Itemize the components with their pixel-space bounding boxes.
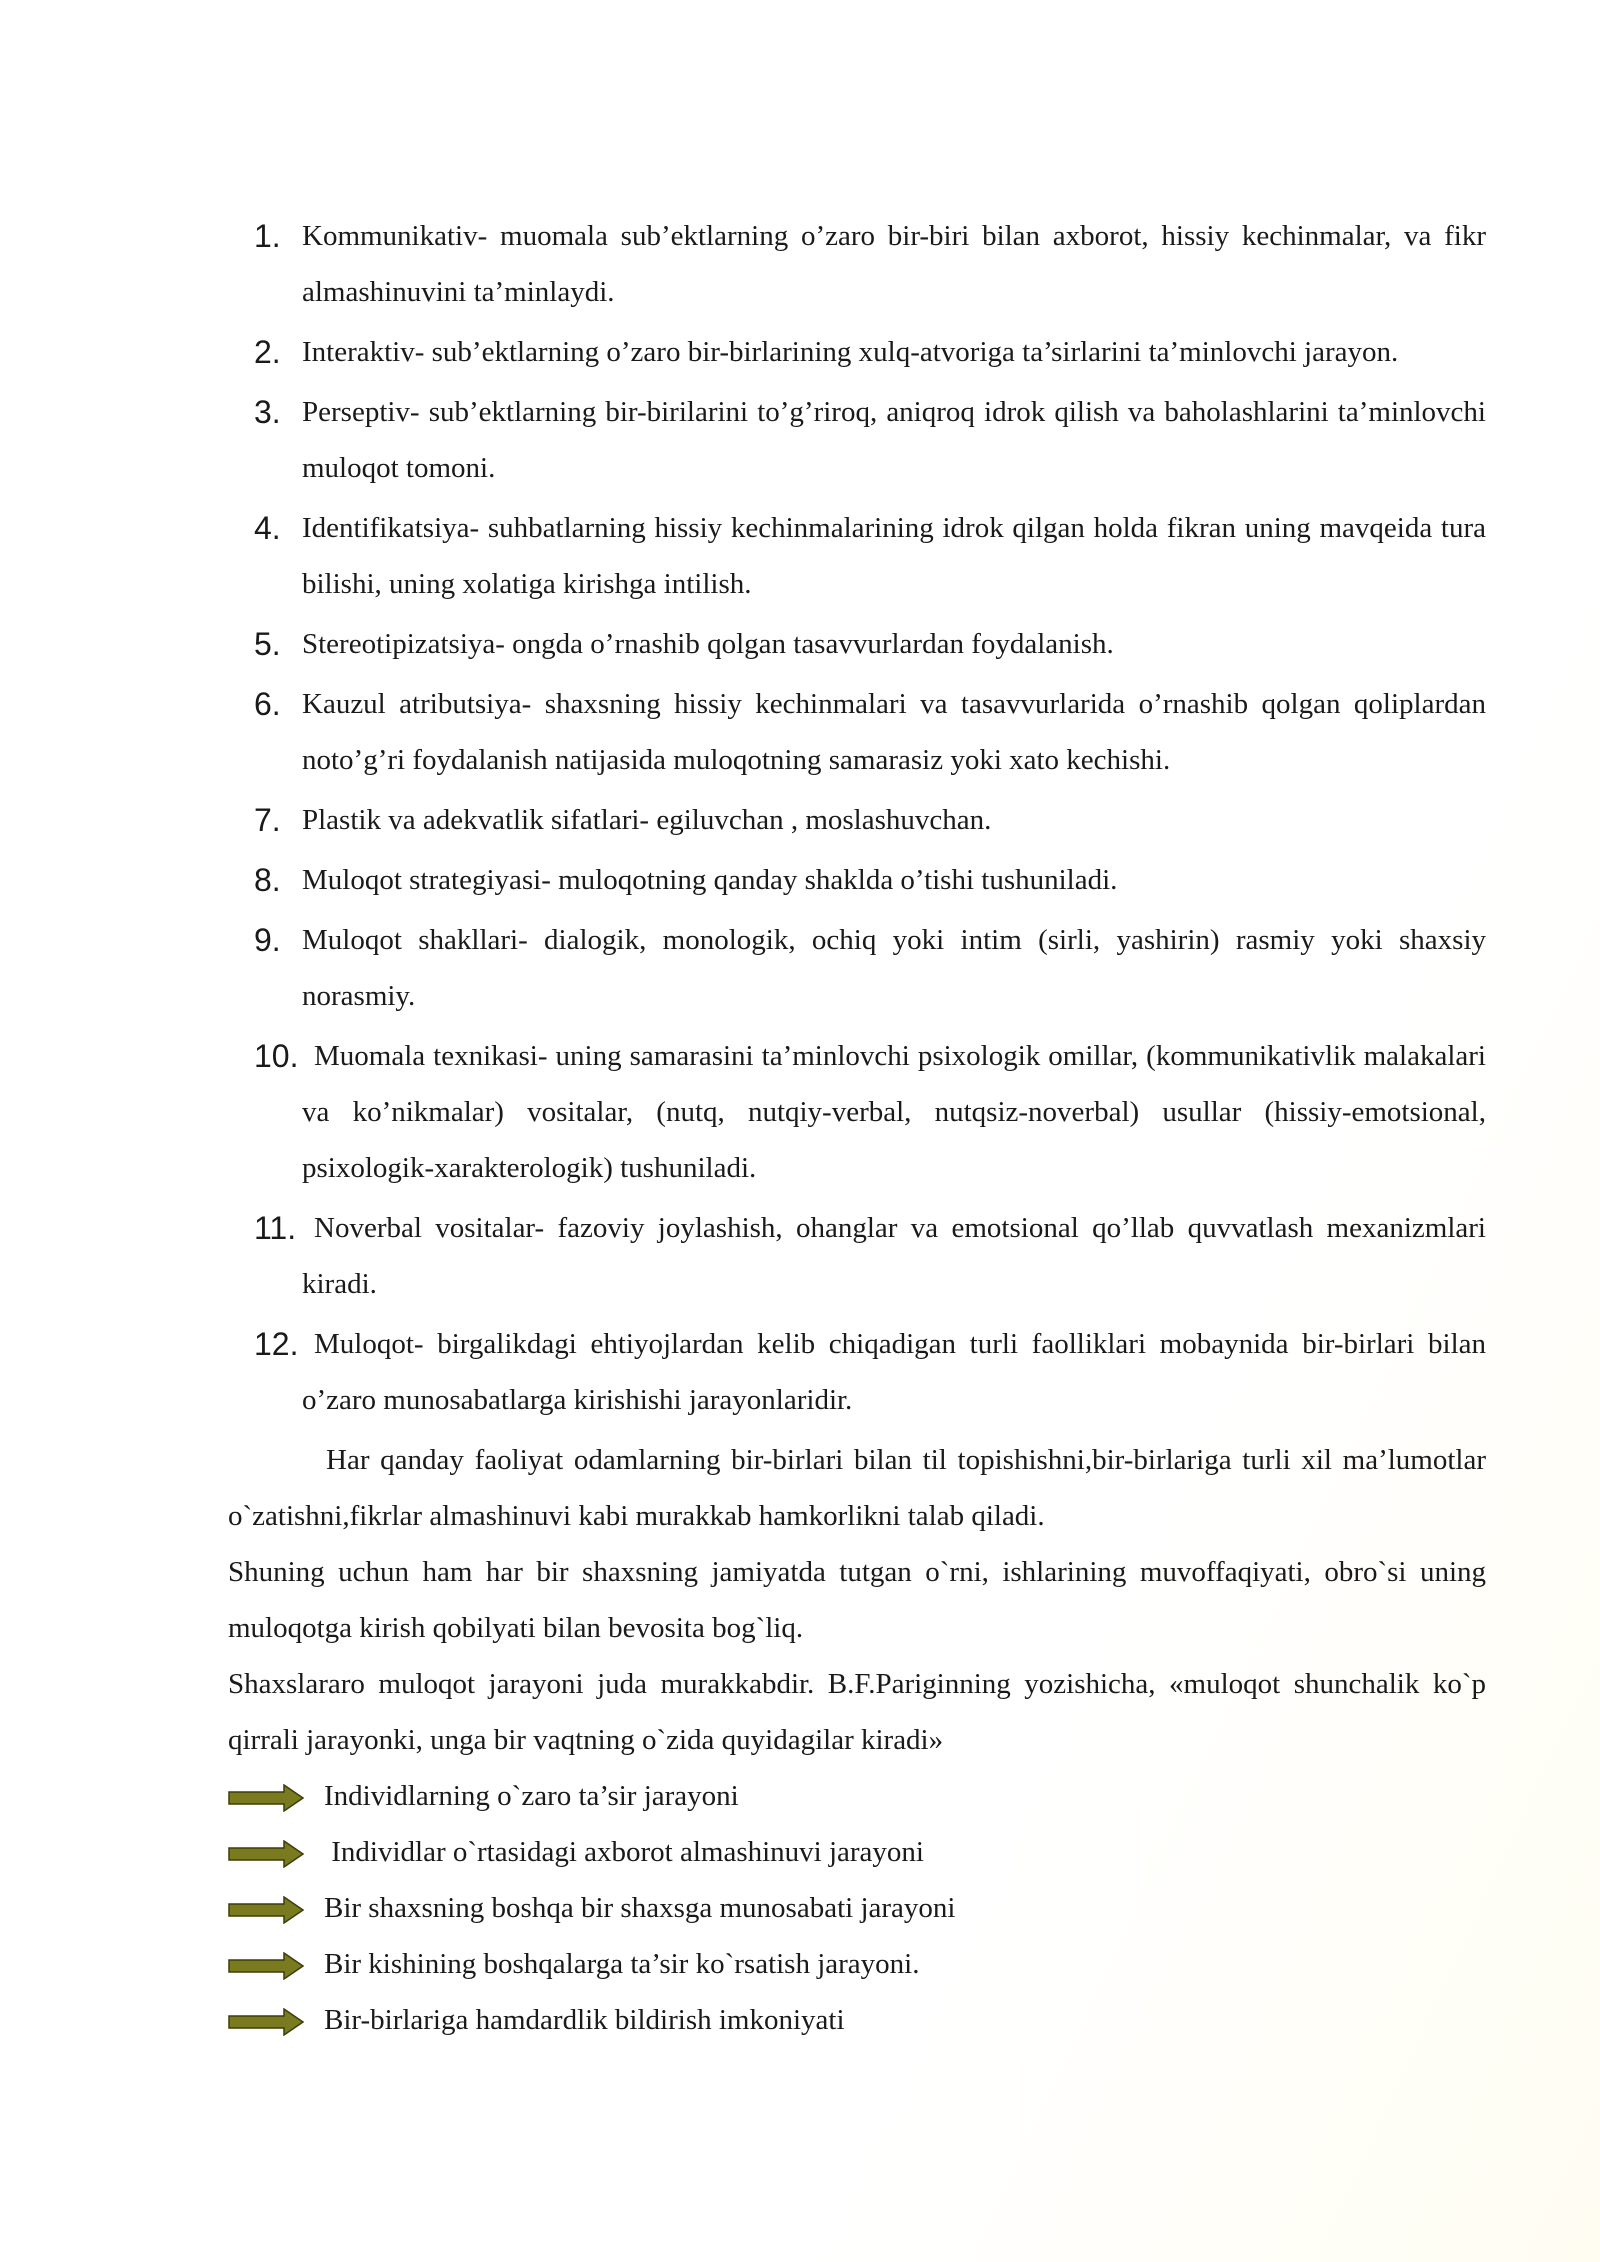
item-text: Kommunikativ- muomala sub’ektlarning o’zaro bir-biri bilan axborot, hissiy kechinmalar, va fikr almashinuvini ta’minlaydi. [302,220,1486,308]
item-text: Perseptiv- sub’ektlarning bir-birilarini to’g’riroq, aniqroq idrok qilish va baholashlarini ta’minlovchi muloqot tomoni. [302,396,1486,484]
list-item [228,616,1486,672]
item-text: Muomala texnikasi- uning samarasini ta’minlovchi psixologik omillar, (kommunikativlik malakalari va ko’nikmalar) vositalar, (nutq, nutqiy-verbal, nutqsiz-noverbal) usullar (hissiy-emotsional, psixologik-xarakterologik) tushuniladi. [302,1040,1486,1184]
paragraph: Shaxslararo muloqot jarayoni juda murakkabdir. B.F.Pariginning yozishicha, «muloqot shunchalik ko`p qirrali jarayonki, unga bir vaqtning o`zida quyidagilar kiradi» [228,1668,1486,1756]
item-number: 9. [254,922,281,958]
list-item [228,852,1486,908]
list-item [228,1028,1486,1196]
arrow-list [228,1768,1486,2048]
item-text: Kauzul atributsiya- shaxsning hissiy kechinmalari va tasavvurlarida o’rnashib qolgan qoliplardan noto’g’ri foydalanish natijasida muloqotning samarasiz yoki xato kechishi. [302,688,1486,776]
item-number: 5. [254,626,281,662]
arrow-item-text: Bir kishining boshqalarga ta’sir ko`rsatish jarayoni. [324,1948,920,1980]
right-arrow-icon [228,1784,304,1812]
list-item [228,1200,1486,1312]
arrow-list-item [228,1880,1486,1936]
item-number: 8. [254,862,281,898]
list-item [228,676,1486,788]
arrow-item-text: Bir shaxsning boshqa bir shaxsga munosabati jarayoni [324,1892,956,1924]
item-number: 4. [254,510,281,546]
item-number: 11. [254,1210,297,1246]
list-item [228,1316,1486,1428]
list-item [228,384,1486,496]
paragraph: Har qanday faoliyat odamlarning bir-birlari bilan til topishishni,bir-birlariga turli xil ma’lumotlar o`zatishni,fikrlar almashinuvi kabi murakkab hamkorlikni talab qiladi. [228,1444,1486,1532]
arrow-item-text: Individlar o`rtasidagi axborot almashinuvi jarayoni [324,1836,924,1868]
right-arrow-icon [228,1952,304,1980]
item-text: Stereotipizatsiya- ongda o’rnashib qolgan tasavvurlardan foydalanish. [302,628,1114,660]
item-text: Identifikatsiya- suhbatlarning hissiy kechinmalarining idrok qilgan holda fikran uning mavqeida tura bilishi, uning xolatiga kirishga intilish. [302,512,1486,600]
item-text: Muloqot strategiyasi- muloqotning qanday shaklda o’tishi tushuniladi. [302,864,1118,896]
item-number: 10. [254,1038,299,1074]
arrow-list-item [228,1992,1486,2048]
arrow-list-item [228,1936,1486,1992]
right-arrow-icon [228,1840,304,1868]
item-number: 1. [254,218,281,254]
arrow-list-item [228,1824,1486,1880]
right-arrow-icon [228,2008,304,2036]
item-text: Muloqot shakllari- dialogik, monologik, ochiq yoki intim (sirli, yashirin) rasmiy yoki shaxsiy norasmiy. [302,924,1486,1012]
item-number: 2. [254,334,281,370]
arrow-item-text: Bir-birlariga hamdardlik bildirish imkoniyati [324,2004,845,2036]
item-number: 12. [254,1326,299,1362]
right-arrow-icon [228,1896,304,1924]
arrow-list-item [228,1768,1486,1824]
list-item [228,792,1486,848]
paragraph: Shuning uchun ham har bir shaxsning jamiyatda tutgan o`rni, ishlarining muvoffaqiyati, obro`si uning muloqotga kirish qobilyati bilan bevosita bog`liq. [228,1556,1486,1644]
list-item [228,912,1486,1024]
item-text: Interaktiv- sub’ektlarning o’zaro bir-birlarining xulq-atvoriga ta’sirlarini ta’minlovchi jarayon. [302,336,1399,368]
document-content [228,208,1486,2048]
item-number: 7. [254,802,281,838]
list-item [228,324,1486,380]
item-text: Noverbal vositalar- fazoviy joylashish, ohanglar va emotsional qo’llab quvvatlash mexanizmlari kiradi. [302,1212,1486,1300]
item-number: 3. [254,394,281,430]
item-text: Plastik va adekvatlik sifatlari- egiluvchan , moslashuvchan. [302,804,992,836]
list-item [228,208,1486,320]
item-text: Muloqot- birgalikdagi ehtiyojlardan kelib chiqadigan turli faolliklari mobaynida bir-birlari bilan o’zaro munosabatlarga kirishishi jarayonlaridir. [302,1328,1486,1416]
numbered-list [228,208,1486,1428]
arrow-item-text: Individlarning o`zaro ta’sir jarayoni [324,1780,739,1812]
item-number: 6. [254,686,281,722]
list-item [228,500,1486,612]
